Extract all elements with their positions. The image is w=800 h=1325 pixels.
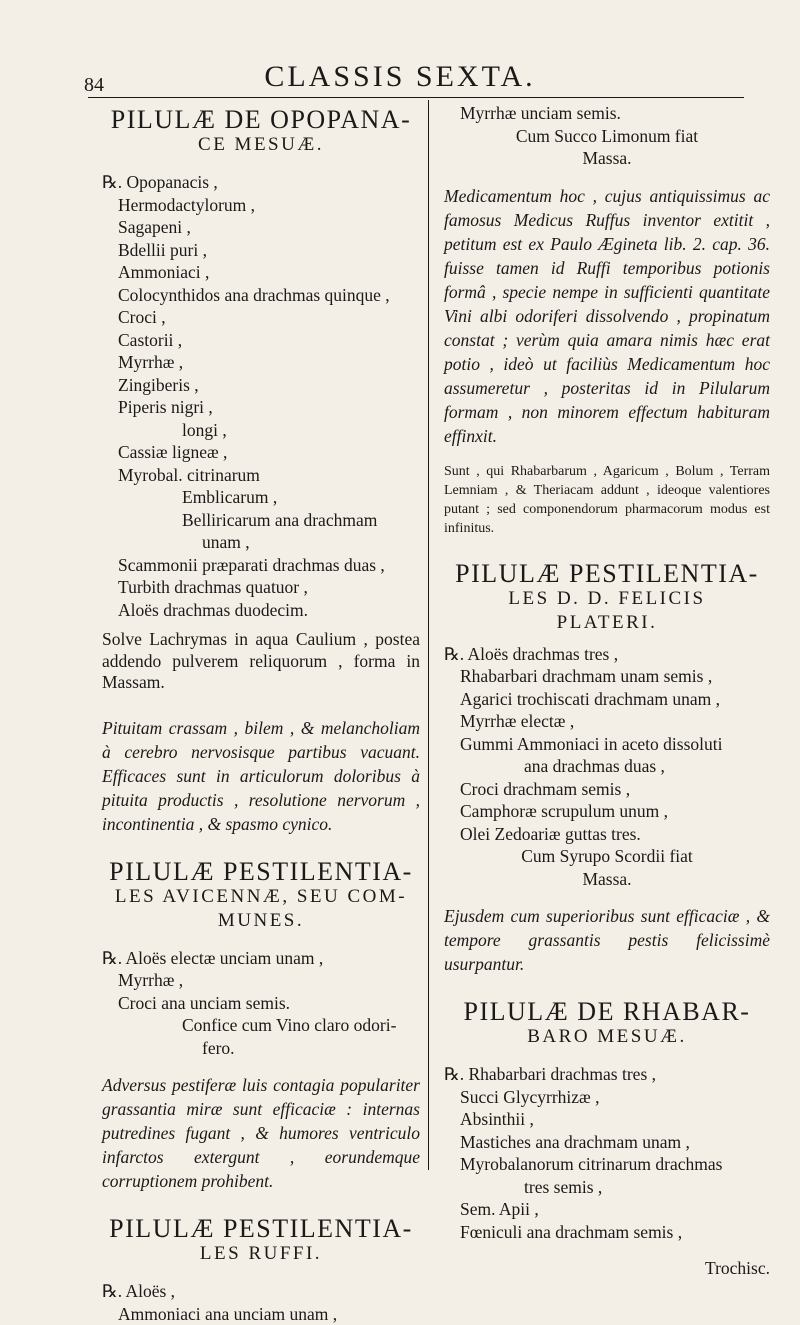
ingredient-line: Gummi Ammoniaci in aceto dissoluti [444, 733, 770, 756]
ingredient-line: Cassiæ ligneæ , [102, 441, 420, 464]
section-subtitle: CE MESUÆ. [102, 133, 420, 157]
section-subtitle: BARO MESUÆ. [444, 1025, 770, 1049]
ingredient-line: ℞. Aloës electæ unciam unam , [102, 947, 420, 970]
ingredient-line: Confice cum Vino claro odori- [102, 1014, 420, 1037]
ingredient-line: Mastiches ana drachmam unam , [444, 1131, 770, 1154]
note-text: Sunt , qui Rhabarbarum , Agaricum , Bolum , Terram Lemniam , & Theriacam addunt , ideoque valentiores putant ; sed componendorum pharmacorum modus est infinitus. [444, 462, 770, 538]
ingredient-line: Cum Succo Limonum fiat [444, 125, 770, 148]
preparation-text: Solve Lachrymas in aqua Caulium , postea addendo pulverem reliquorum , forma in Massam. [102, 629, 420, 694]
ingredient-line: Colocynthidos ana drachmas quinque , [102, 284, 420, 307]
page-number: 84 [84, 74, 104, 97]
section-subtitle: LES D. D. FELICIS [444, 587, 770, 611]
ingredient-line: Emblicarum , [102, 486, 420, 509]
ingredient-line: Agarici trochiscati drachmam unam , [444, 688, 770, 711]
ingredient-line: Massa. [444, 147, 770, 170]
section-title: PILULÆ PESTILENTIA- [102, 1215, 420, 1242]
column-divider [428, 100, 429, 1170]
right-column [444, 100, 770, 1280]
ingredient-line: Bdellii puri , [102, 239, 420, 262]
section-subtitle: LES AVICENNÆ, SEU COM- [102, 885, 420, 909]
ingredient-line: Myrrhæ unciam semis. [444, 102, 770, 125]
ingredient-line: Myrrhæ electæ , [444, 710, 770, 733]
ingredient-line: longi , [102, 419, 420, 442]
header-rule [88, 97, 744, 98]
ingredient-line: Myrobalanorum citrinarum drachmas [444, 1153, 770, 1176]
ingredient-line: Croci , [102, 306, 420, 329]
commentary-text: Pituitam crassam , bilem , & melancholiam à cerebro nervosisque partibus vacuant. Efficaces sunt in articulorum doloribus à pituita productis , resolutione nervorum , incontinentia , & spasmo cynico. [102, 716, 420, 836]
ingredient-line: Aloës drachmas duodecim. [102, 599, 420, 622]
catchword: Trochisc. [444, 1257, 770, 1280]
commentary-text: Ejusdem cum superioribus sunt efficaciæ , & tempore grassantis pestis felicissimè usurpantur. [444, 904, 770, 976]
ingredient-line: Camphoræ scrupulum unum , [444, 800, 770, 823]
ingredient-line: Scammonii præparati drachmas duas , [102, 554, 420, 577]
section-subtitle: PLATERI. [444, 611, 770, 635]
ingredient-line: Massa. [444, 868, 770, 891]
ingredient-line: Myrrhæ , [102, 351, 420, 374]
section-title: PILULÆ DE OPOPANA- [102, 106, 420, 133]
ingredient-line: Castorii , [102, 329, 420, 352]
ingredient-line: Sem. Apii , [444, 1198, 770, 1221]
ingredient-line: ℞. Rhabarbari drachmas tres , [444, 1063, 770, 1086]
section-subtitle: MUNES. [102, 909, 420, 933]
left-column [102, 100, 420, 1325]
ingredient-line: Succi Glycyrrhizæ , [444, 1086, 770, 1109]
ingredient-line: Cum Syrupo Scordii fiat [444, 845, 770, 868]
ingredient-line: Piperis nigri , [102, 396, 420, 419]
ingredient-line: unam , [102, 531, 420, 554]
running-title: CLASSIS SEXTA. [0, 60, 800, 94]
commentary-text: Adversus pestiferæ luis contagia populariter grassantia miræ sunt efficaciæ : internas putredines fugant , & humores ventriculo infarctos extergunt , eorundemque corruptionem prohibent. [102, 1073, 420, 1193]
ingredient-line: ℞. Opopanacis , [102, 171, 420, 194]
ingredient-line: Fœniculi ana drachmam semis , [444, 1221, 770, 1244]
commentary-text: Medicamentum hoc , cujus antiquissimus ac famosus Medicus Ruffus inventor extitit , petitum est ex Paulo Ægineta lib. 2. cap. 36. fuisse tamen id Ruffi temporibus potionis formâ , specie nempe in sufficienti quantitate Vini albi odoriferi dissolvendo , propinatum constat ; verùm quia amara nimis hæc erat potio , ideò ut faciliùs Medicamentum hoc assumeretur , posteritas id in Pilularum formam , non minorem effectum habituram effinxit. [444, 184, 770, 448]
section-title: PILULÆ PESTILENTIA- [444, 560, 770, 587]
ingredient-line: Myrrhæ , [102, 969, 420, 992]
ingredient-line: Myrobal. citrinarum [102, 464, 420, 487]
ingredient-line: Absinthii , [444, 1108, 770, 1131]
ingredient-line: Belliricarum ana drachmam [102, 509, 420, 532]
section-subtitle: LES RUFFI. [102, 1242, 420, 1266]
ingredient-line: tres semis , [444, 1176, 770, 1199]
prescription-list [102, 171, 420, 621]
ingredient-line: Zingiberis , [102, 374, 420, 397]
ingredient-line: ana drachmas duas , [444, 755, 770, 778]
ingredient-line: Ammoniaci , [102, 261, 420, 284]
ingredient-line: fero. [102, 1037, 420, 1060]
ingredient-line: Hermodactylorum , [102, 194, 420, 217]
section-title: PILULÆ DE RHABAR- [444, 998, 770, 1025]
section-title: PILULÆ PESTILENTIA- [102, 858, 420, 885]
ingredient-line: Rhabarbari drachmam unam semis , [444, 665, 770, 688]
ingredient-line: ℞. Aloës , [102, 1280, 420, 1303]
ingredient-line: Ammoniaci ana unciam unam , [102, 1303, 420, 1325]
ingredient-line: Sagapeni , [102, 216, 420, 239]
ingredient-line: Croci drachmam semis , [444, 778, 770, 801]
ingredient-line: Olei Zedoariæ guttas tres. [444, 823, 770, 846]
ingredient-line: Turbith drachmas quatuor , [102, 576, 420, 599]
ingredient-line: ℞. Aloës drachmas tres , [444, 643, 770, 666]
ingredient-line: Croci ana unciam semis. [102, 992, 420, 1015]
